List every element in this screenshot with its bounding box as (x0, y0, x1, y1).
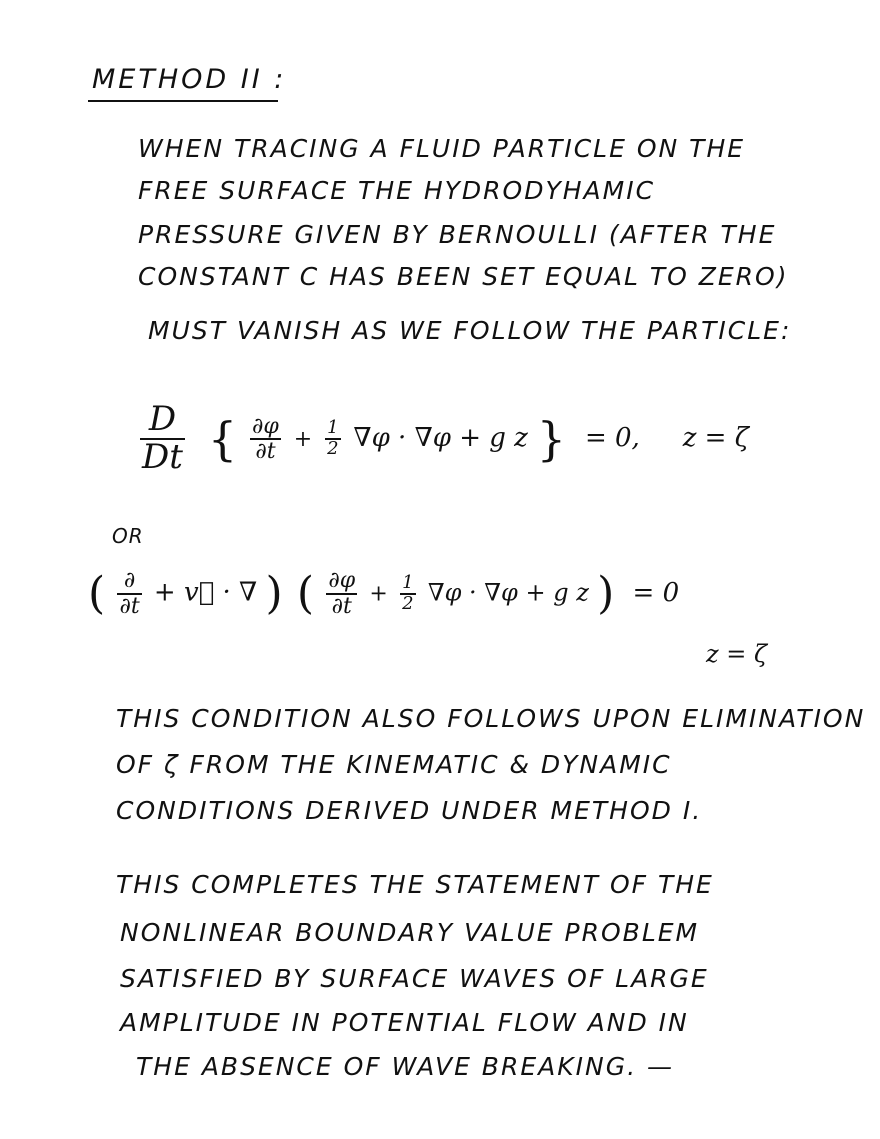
partial-t-operator (117, 569, 141, 617)
closing-line-3: SATISFIED BY SURFACE WAVES OF LARGE (120, 964, 709, 993)
middle-line-3: CONDITIONS DERIVED UNDER METHOD I. (116, 796, 703, 825)
intro-line-3: PRESSURE GIVEN BY BERNOULLI (AFTER THE (138, 220, 777, 249)
plus-sign: + (293, 427, 313, 453)
open-paren-1: ( (88, 568, 106, 619)
operator-denominator: Dt (142, 436, 183, 477)
half-denominator: 2 (327, 437, 339, 459)
close-paren-2: ) (597, 568, 615, 619)
close-brace: } (536, 411, 567, 466)
open-brace: { (207, 411, 238, 466)
half-numerator-2: 1 (402, 571, 414, 593)
closing-line-4: AMPLITUDE IN POTENTIAL FLOW AND IN (120, 1008, 689, 1037)
equals-zero-2: = 0 (632, 577, 680, 608)
grad-term: ∇φ · ∇φ + g z (353, 423, 528, 454)
partial-denominator: ∂t (119, 593, 140, 619)
grad-term-2: ∇φ · ∇φ + g z (427, 578, 589, 607)
operator-numerator: D (140, 402, 185, 440)
surface-condition: z = ζ (682, 423, 749, 454)
middle-line-1: THIS CONDITION ALSO FOLLOWS UPON ELIMINATION (116, 704, 866, 733)
intro-line-2: FREE SURFACE THE HYDRODYHAMIC (138, 176, 656, 205)
dphi-denominator: ∂t (255, 438, 276, 464)
plus-sign-2: + (369, 581, 388, 607)
dphi-numerator-2: ∂φ (328, 568, 356, 594)
half-denominator-2: 2 (402, 592, 414, 614)
advection-term: + v⃗ · ∇ (153, 577, 258, 608)
middle-line-2: OF ζ FROM THE KINEMATIC & DYNAMIC (116, 750, 672, 779)
closing-line-2: NONLINEAR BOUNDARY VALUE PROBLEM (120, 918, 700, 947)
partial-numerator: ∂ (117, 569, 141, 594)
close-paren-1: ) (265, 568, 283, 619)
closing-line-5: THE ABSENCE OF WAVE BREAKING. — (136, 1052, 674, 1081)
material-derivative-operator (140, 399, 185, 477)
surface-condition-2: z = ζ (706, 640, 768, 668)
closing-line-1: THIS COMPLETES THE STATEMENT OF THE (116, 870, 714, 899)
half-numerator: 1 (327, 416, 339, 438)
section-heading: METHOD II : (92, 64, 287, 95)
dphi-numerator: ∂φ (252, 413, 279, 439)
equation-expanded (88, 568, 679, 619)
equals-zero: = 0, (584, 423, 640, 454)
intro-line-5: MUST VANISH AS WE FOLLOW THE PARTICLE: (148, 316, 792, 345)
intro-line-1: WHEN TRACING A FLUID PARTICLE ON THE (138, 134, 746, 163)
open-paren-2: ( (296, 568, 315, 619)
one-half (325, 416, 340, 459)
partial-phi-over-t (250, 415, 281, 463)
equation-material-derivative (136, 399, 749, 477)
heading-underline (88, 100, 278, 102)
one-half-2 (400, 571, 415, 614)
intro-line-4: CONSTANT C HAS BEEN SET EQUAL TO ZERO) (138, 262, 789, 291)
partial-phi-over-t-2 (326, 569, 357, 617)
dphi-denominator-2: ∂t (331, 593, 352, 619)
or-label: OR (112, 524, 144, 548)
